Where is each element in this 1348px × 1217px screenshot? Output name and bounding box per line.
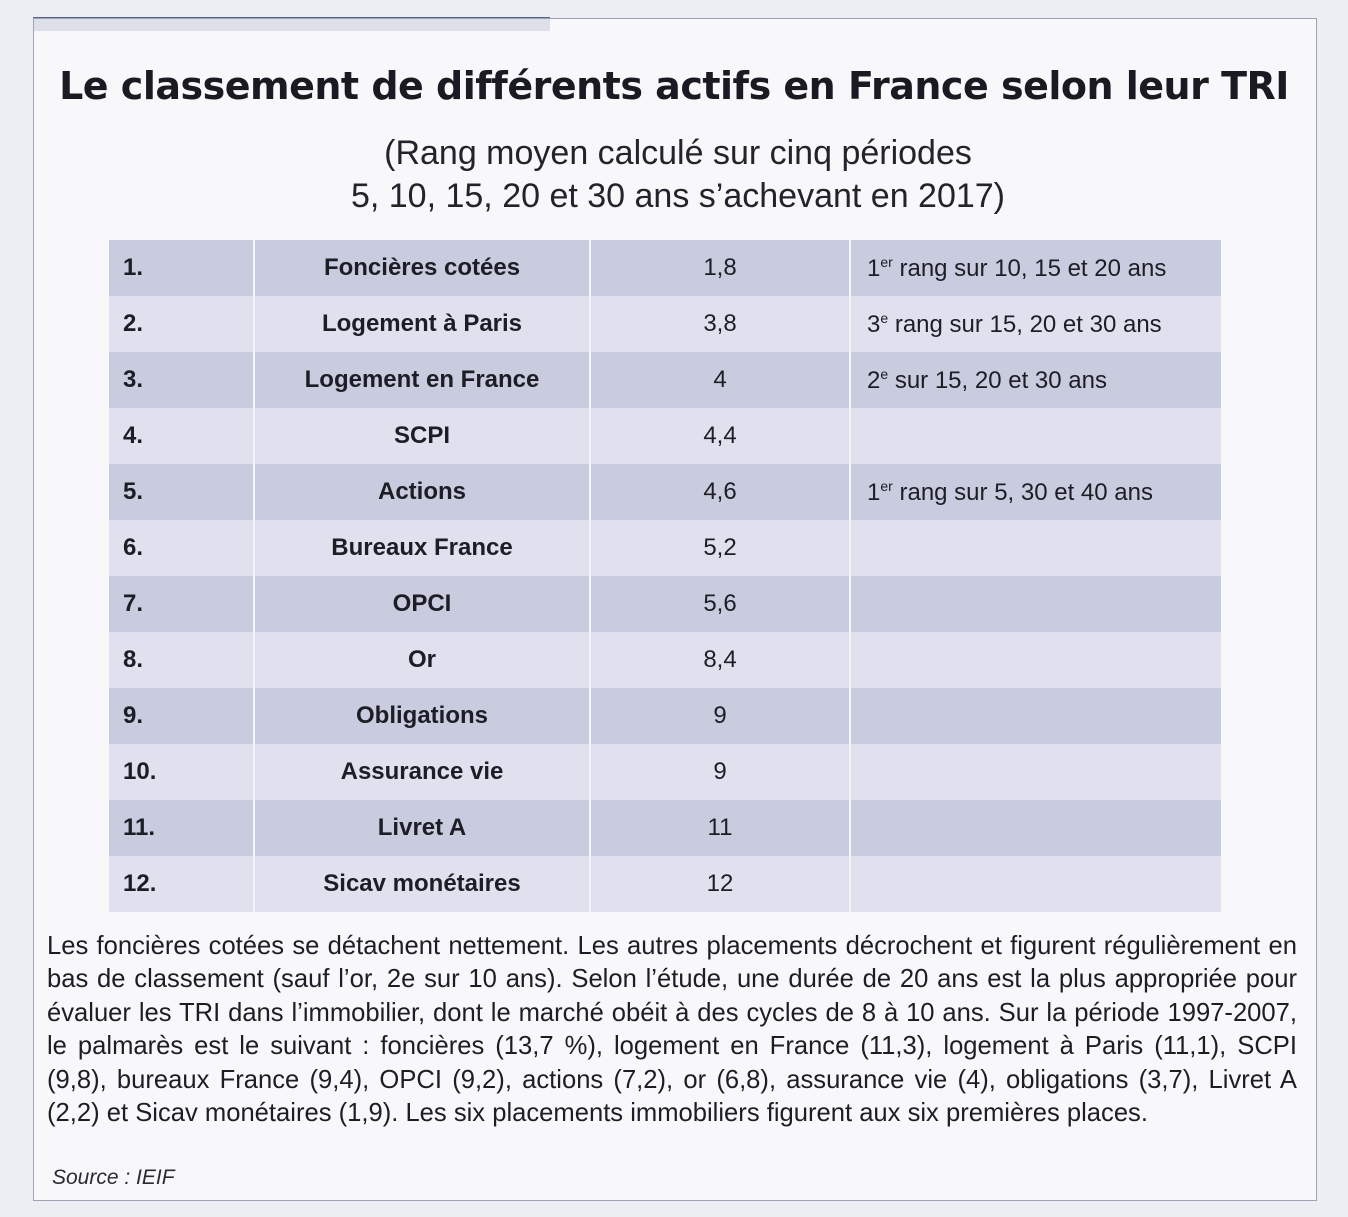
table-row — [109, 688, 1221, 744]
row-average-rank: 5,2 — [590, 520, 850, 576]
row-asset-name: OPCI — [254, 576, 590, 632]
row-note-number: 3 — [867, 310, 881, 338]
table-row — [109, 296, 1221, 352]
row-rank: 4. — [109, 408, 254, 464]
row-average-rank: 1,8 — [590, 240, 850, 296]
row-rank: 2. — [109, 296, 254, 352]
table-row — [109, 856, 1221, 912]
row-asset-name: Actions — [254, 464, 590, 520]
subtitle-line-2: 5, 10, 15, 20 et 30 ans s’achevant en 2017) — [350, 177, 1006, 215]
row-average-rank: 4,4 — [590, 408, 850, 464]
row-asset-name: SCPI — [254, 408, 590, 464]
row-average-rank: 11 — [590, 800, 850, 856]
page-title: Le classement de différents actifs en France selon leur TRI — [59, 64, 1289, 108]
row-note-number: 1 — [867, 254, 881, 282]
table-row — [109, 408, 1221, 464]
row-note — [850, 744, 1221, 800]
row-note — [850, 240, 1221, 296]
table-row — [109, 632, 1221, 688]
row-note-number: 2 — [867, 366, 881, 394]
row-average-rank: 3,8 — [590, 296, 850, 352]
row-rank: 10. — [109, 744, 254, 800]
row-average-rank: 8,4 — [590, 632, 850, 688]
row-note-text: sur 15, 20 et 30 ans — [888, 366, 1107, 394]
row-note — [850, 352, 1221, 408]
row-asset-name: Foncières cotées — [254, 240, 590, 296]
row-rank: 11. — [109, 800, 254, 856]
row-rank: 8. — [109, 632, 254, 688]
subtitle — [150, 132, 1206, 218]
row-note-superscript: e — [880, 309, 889, 326]
row-average-rank: 5,6 — [590, 576, 850, 632]
caption-text: Les foncières cotées se détachent nettement. Les autres placements décrochent et figurent régulièrement en bas de classement (sauf l’or, 2e sur 10 ans). Selon l’étude, une durée de 20 ans est la plus appropriée pour évaluer les TRI dans l’immobilier, dont le marché obéit à des cycles de 8 à 10 ans. Sur la période 1997-2007, le palmarès est le suivant : foncières (13,7 %), logement en France (11,3), logement à Paris (11,1), SCPI (9,8), bureaux France (9,4), OPCI (9,2), actions (7,2), or (6,8), assurance vie (4), obligations (3,7), Livret A (2,2) et Sicav monétaires (1,9). Les six placements immobiliers figurent aux six premières places. — [47, 932, 1297, 1128]
table-row — [109, 800, 1221, 856]
row-rank: 5. — [109, 464, 254, 520]
row-note — [850, 576, 1221, 632]
row-note-text: rang sur 5, 30 et 40 ans — [892, 478, 1153, 506]
row-note — [850, 632, 1221, 688]
row-average-rank: 4 — [590, 352, 850, 408]
row-note-number: 1 — [867, 478, 881, 506]
row-asset-name: Sicav monétaires — [254, 856, 590, 912]
row-asset-name: Bureaux France — [254, 520, 590, 576]
row-rank: 3. — [109, 352, 254, 408]
table-row — [109, 240, 1221, 296]
row-note — [850, 408, 1221, 464]
row-note — [850, 520, 1221, 576]
table-row — [109, 744, 1221, 800]
row-rank: 9. — [109, 688, 254, 744]
table-row — [109, 352, 1221, 408]
row-note-text: rang sur 10, 15 et 20 ans — [892, 254, 1167, 282]
row-note-superscript: er — [880, 253, 893, 270]
row-asset-name: Obligations — [254, 688, 590, 744]
row-rank: 7. — [109, 576, 254, 632]
table-row — [109, 576, 1221, 632]
table-row — [109, 464, 1221, 520]
row-asset-name: Logement à Paris — [254, 296, 590, 352]
row-asset-name: Livret A — [254, 800, 590, 856]
row-note — [850, 800, 1221, 856]
row-asset-name: Logement en France — [254, 352, 590, 408]
row-note-text: rang sur 15, 20 et 30 ans — [888, 310, 1162, 338]
row-asset-name: Assurance vie — [254, 744, 590, 800]
row-average-rank: 9 — [590, 744, 850, 800]
row-rank: 1. — [109, 240, 254, 296]
row-asset-name: Or — [254, 632, 590, 688]
subtitle-line-1: (Rang moyen calculé sur cinq périodes — [384, 134, 972, 172]
row-rank: 12. — [109, 856, 254, 912]
row-note — [850, 688, 1221, 744]
row-note — [850, 464, 1221, 520]
row-note — [850, 296, 1221, 352]
row-note-superscript: e — [880, 365, 889, 382]
row-rank: 6. — [109, 520, 254, 576]
table-row — [109, 520, 1221, 576]
row-average-rank: 4,6 — [590, 464, 850, 520]
source-credit: Source : IEIF — [52, 1166, 175, 1189]
row-note-superscript: er — [880, 477, 893, 494]
row-average-rank: 12 — [590, 856, 850, 912]
row-average-rank: 9 — [590, 688, 850, 744]
ranking-table — [109, 240, 1221, 912]
row-note — [850, 856, 1221, 912]
